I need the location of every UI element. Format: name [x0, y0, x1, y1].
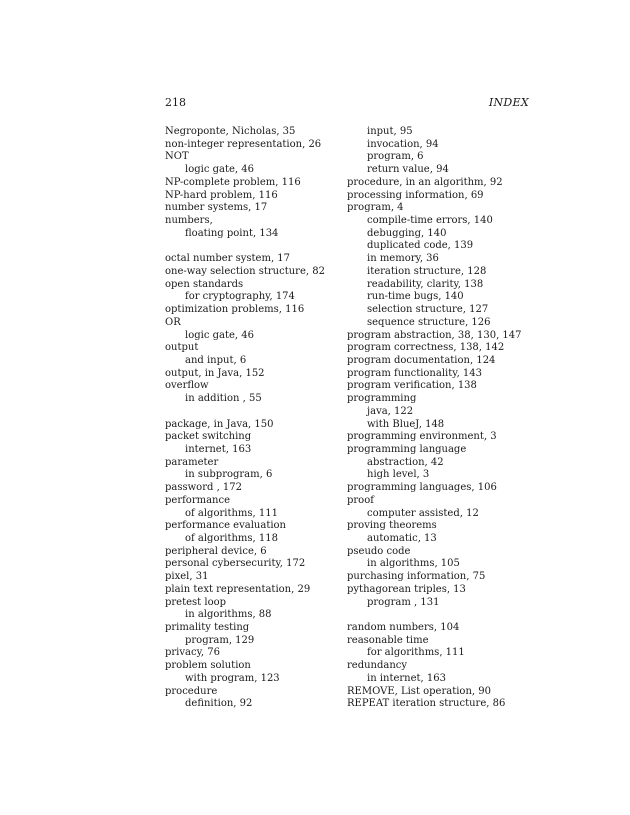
index-subentry: of algorithms, 111 — [185, 507, 278, 519]
index-entry: procedure, in an algorithm, 92 — [347, 176, 503, 188]
index-entry: program functionality, 143 — [347, 367, 483, 379]
index-subentry: in algorithms, 105 — [367, 558, 460, 570]
index-subentry: invocation, 94 — [367, 138, 439, 150]
index-column-right — [347, 126, 532, 711]
index-entry: procedure — [165, 685, 218, 697]
index-subentry: high level, 3 — [367, 469, 430, 481]
index-entry: open standards — [165, 278, 244, 290]
letter-group-gap — [347, 609, 532, 622]
index-entry: Negroponte, Nicholas, 35 — [165, 126, 296, 137]
index-column-left — [165, 126, 340, 711]
index-subentry: abstraction, 42 — [367, 456, 444, 468]
index-entry: REPEAT iteration structure, 86 — [347, 698, 506, 710]
index-entry: pseudo code — [347, 545, 411, 557]
index-subentry: selection structure, 127 — [367, 304, 489, 316]
index-entry: password , 172 — [165, 482, 243, 494]
index-entry: pretest loop — [165, 596, 227, 608]
index-entry: primality testing — [165, 622, 250, 634]
index-entry: privacy, 76 — [165, 647, 220, 659]
index-entry: REMOVE, List operation, 90 — [347, 685, 491, 697]
index-entry: plain text representation, 29 — [165, 583, 311, 595]
index-entry: output, in Java, 152 — [165, 367, 265, 379]
index-subentry: for cryptography, 174 — [185, 291, 295, 303]
index-subentry: with program, 123 — [185, 672, 280, 684]
index-subentry: return value, 94 — [367, 164, 449, 176]
index-subentry: sequence structure, 126 — [367, 316, 491, 328]
index-subentry: of algorithms, 118 — [185, 533, 278, 544]
index-subentry: program, 129 — [185, 634, 255, 646]
index-entry: parameter — [165, 456, 219, 468]
index-entry: one-way selection structure, 82 — [165, 265, 325, 277]
index-entry: reasonable time — [347, 634, 429, 646]
index-subentry: in internet, 163 — [367, 672, 446, 684]
index-subentry: readability, clarity, 138 — [367, 278, 484, 290]
index-entry: programming — [347, 393, 417, 405]
index-entry: OR — [165, 316, 181, 328]
index-subentry: duplicated code, 139 — [367, 240, 474, 252]
index-entry: processing information, 69 — [347, 189, 484, 201]
index-entry: random numbers, 104 — [347, 622, 460, 634]
index-entry: program abstraction, 38, 130, 147 — [347, 329, 522, 341]
index-entry: packet switching — [165, 431, 252, 443]
index-entry: NP-hard problem, 116 — [165, 189, 278, 201]
index-subentry: java, 122 — [367, 405, 414, 417]
index-entry: overflow — [165, 380, 209, 392]
index-subentry: floating point, 134 — [185, 227, 279, 239]
page-number: 218 — [165, 96, 186, 109]
index-entry: programming languages, 106 — [347, 482, 497, 494]
index-entry: program documentation, 124 — [347, 354, 496, 366]
index-subentry: debugging, 140 — [367, 227, 447, 239]
index-entry: pixel, 31 — [165, 571, 209, 583]
index-subentry: in subprogram, 6 — [185, 469, 273, 481]
index-subentry: and input, 6 — [185, 354, 247, 366]
index-entry: programming language — [347, 443, 467, 455]
index-entry: non-integer representation, 26 — [165, 138, 322, 150]
index-subentry: for algorithms, 111 — [367, 647, 465, 659]
index-entry: proving theorems — [347, 520, 437, 532]
index-entry: programming environment, 3 — [347, 431, 497, 443]
index-subentry: with BlueJ, 148 — [367, 418, 445, 430]
index-entry: redundancy — [347, 660, 408, 672]
index-entry: personal cybersecurity, 172 — [165, 558, 306, 570]
index-entry: program verification, 138 — [347, 380, 477, 392]
index-subentry: run-time bugs, 140 — [367, 291, 464, 303]
letter-group-gap — [165, 406, 340, 419]
index-entry: numbers, — [165, 215, 213, 227]
index-entry: octal number system, 17 — [165, 253, 291, 265]
index-subentry: in memory, 36 — [367, 253, 439, 265]
index-entry: number systems, 17 — [165, 202, 268, 214]
index-entry: problem solution — [165, 660, 251, 672]
index-subentry: internet, 163 — [185, 443, 252, 455]
index-subentry: compile-time errors, 140 — [367, 215, 493, 227]
index-subentry: in algorithms, 88 — [185, 609, 272, 621]
page-header — [165, 96, 529, 112]
index-entry: proof — [347, 494, 374, 506]
index-entry: peripheral device, 6 — [165, 545, 267, 557]
letter-group-gap — [165, 240, 340, 253]
index-entry: output — [165, 342, 199, 354]
index-entry: optimization problems, 116 — [165, 304, 305, 316]
index-entry: performance evaluation — [165, 520, 286, 532]
index-subentry: in addition , 55 — [185, 393, 262, 405]
index-subentry: program, 6 — [367, 151, 424, 163]
index-subentry: logic gate, 46 — [185, 329, 254, 341]
index-subentry: logic gate, 46 — [185, 164, 254, 176]
index-entry: performance — [165, 494, 231, 506]
index-subentry: automatic, 13 — [367, 533, 437, 544]
index-entry: pythagorean triples, 13 — [347, 583, 466, 595]
index-entry: NOT — [165, 151, 189, 163]
index-entry: NP-complete problem, 116 — [165, 176, 301, 188]
index-subentry: iteration structure, 128 — [367, 265, 487, 277]
index-entry: program, 4 — [347, 202, 404, 214]
index-subentry: computer assisted, 12 — [367, 507, 479, 519]
running-head: INDEX — [488, 96, 529, 109]
index-subentry: definition, 92 — [185, 698, 253, 710]
index-entry: purchasing information, 75 — [347, 571, 486, 583]
index-subentry: input, 95 — [367, 126, 413, 137]
index-entry: package, in Java, 150 — [165, 418, 274, 430]
index-entry: program correctness, 138, 142 — [347, 342, 505, 354]
index-subentry: program , 131 — [367, 596, 440, 608]
